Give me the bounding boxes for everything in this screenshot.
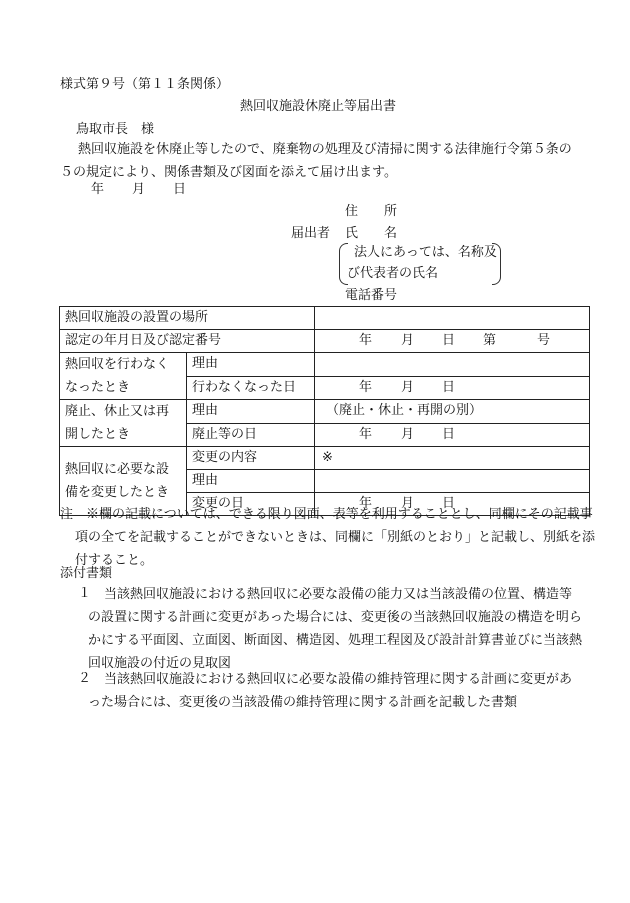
g1-month: 月 [401, 379, 415, 395]
g3-content-label: 変更の内容 [187, 447, 315, 470]
attachment-2-text: 当該熱回収施設における熱回収に必要な設備の維持管理に関する計画に変更があった場合には、変更後の当該設備の維持管理に関する計画を記載した書類 [88, 672, 573, 710]
g3-reason-label: 理由 [187, 470, 315, 493]
address-label: 住 所 [345, 204, 398, 219]
date-day: 日 [173, 182, 187, 197]
cert-label: 認定の年月日及び認定番号 [60, 330, 315, 353]
g3-month: 月 [401, 496, 415, 511]
cert-no-suffix: 号 [537, 333, 551, 348]
form-table [59, 306, 590, 516]
attachment-1-text: 当該熱回収施設における熱回収に必要な設備の能力又は当該設備の位置、構造等の設置に関する計画に変更があった場合には、変更後の当該熱回収施設の構造を明らかにする平面図、立面図、断面図、構造図、処理工程図及び設計計算書並びに当該熱回収施設の付近の見取図 [88, 587, 583, 671]
corp-note-line2: び代表者の氏名 [347, 266, 439, 281]
g1-day: 日 [442, 379, 456, 395]
g1-date-value[interactable] [315, 376, 590, 400]
addressee: 鳥取市長 様 [76, 122, 155, 137]
attachment-2-number: ２ [78, 671, 92, 686]
g1-reason-value[interactable] [315, 353, 590, 377]
cert-month: 月 [401, 333, 415, 348]
g1-year: 年 [359, 379, 373, 395]
g2-year: 年 [359, 426, 373, 442]
location-label: 熱回収施設の設置の場所 [60, 307, 315, 330]
row-cert [60, 330, 590, 353]
row-location [60, 307, 590, 330]
g1-reason-label: 理由 [187, 353, 315, 377]
cert-year: 年 [359, 333, 373, 348]
document-title: 熱回収施設休廃止等届出書 [240, 99, 397, 114]
form-number: 様式第９号（第１１条関係） [60, 77, 230, 92]
g2-date-label: 廃止等の日 [187, 423, 315, 447]
attachment-1-number: １ [78, 586, 92, 601]
date-month: 月 [132, 182, 146, 197]
g3-content-mark: ※ [322, 450, 333, 465]
location-value[interactable] [315, 307, 590, 330]
cert-no-prefix: 第 [483, 333, 497, 348]
date-year: 年 [91, 182, 105, 197]
body-text: 熱回収施設を休廃止等したので、廃棄物の処理及び清掃に関する法律施行令第５条の５の規定により、関係書類及び図面を添えて届け出ます。 [60, 142, 572, 180]
corp-note-line1: 法人にあっては、名称及 [354, 245, 497, 260]
cert-value[interactable] [315, 330, 590, 353]
corporate-note-bracket [339, 243, 501, 285]
g3-date-label: 変更の日 [187, 493, 315, 516]
g2-date-value[interactable] [315, 423, 590, 447]
note-text: 注 ※欄の記載については、できる限り図面、表等を利用することとし、同欄にその記載事項の全てを記載することができないときは、同欄に「別紙のとおり」と記載し、別紙を添付すること。 [60, 507, 596, 568]
g2-month: 月 [401, 426, 415, 442]
g3-year: 年 [359, 496, 373, 511]
row-g1-reason [60, 353, 590, 377]
g3-reason-value[interactable] [315, 470, 590, 493]
row-g2-reason [60, 400, 590, 424]
phone-label: 電話番号 [345, 288, 398, 303]
attachments-heading: 添付書類 [60, 566, 113, 581]
g2-reason-value[interactable] [315, 400, 590, 424]
g3-label: 熱回収に必要な設備を変更したとき [60, 447, 187, 516]
g2-day: 日 [442, 426, 456, 442]
name-label: 氏 名 [345, 226, 398, 241]
applicant-label: 届出者 [291, 226, 331, 241]
g2-reason-hint: （廃止・休止・再開の別） [326, 403, 483, 419]
g2-label: 廃止、休止又は再開したとき [60, 400, 187, 447]
g1-date-label: 行わなくなった日 [187, 376, 315, 400]
g1-label: 熱回収を行わなくなったとき [60, 353, 187, 400]
g3-content-value[interactable] [315, 447, 590, 470]
row-g3-content [60, 447, 590, 470]
g2-reason-label: 理由 [187, 400, 315, 424]
cert-day: 日 [442, 333, 456, 348]
g3-day: 日 [442, 496, 456, 511]
